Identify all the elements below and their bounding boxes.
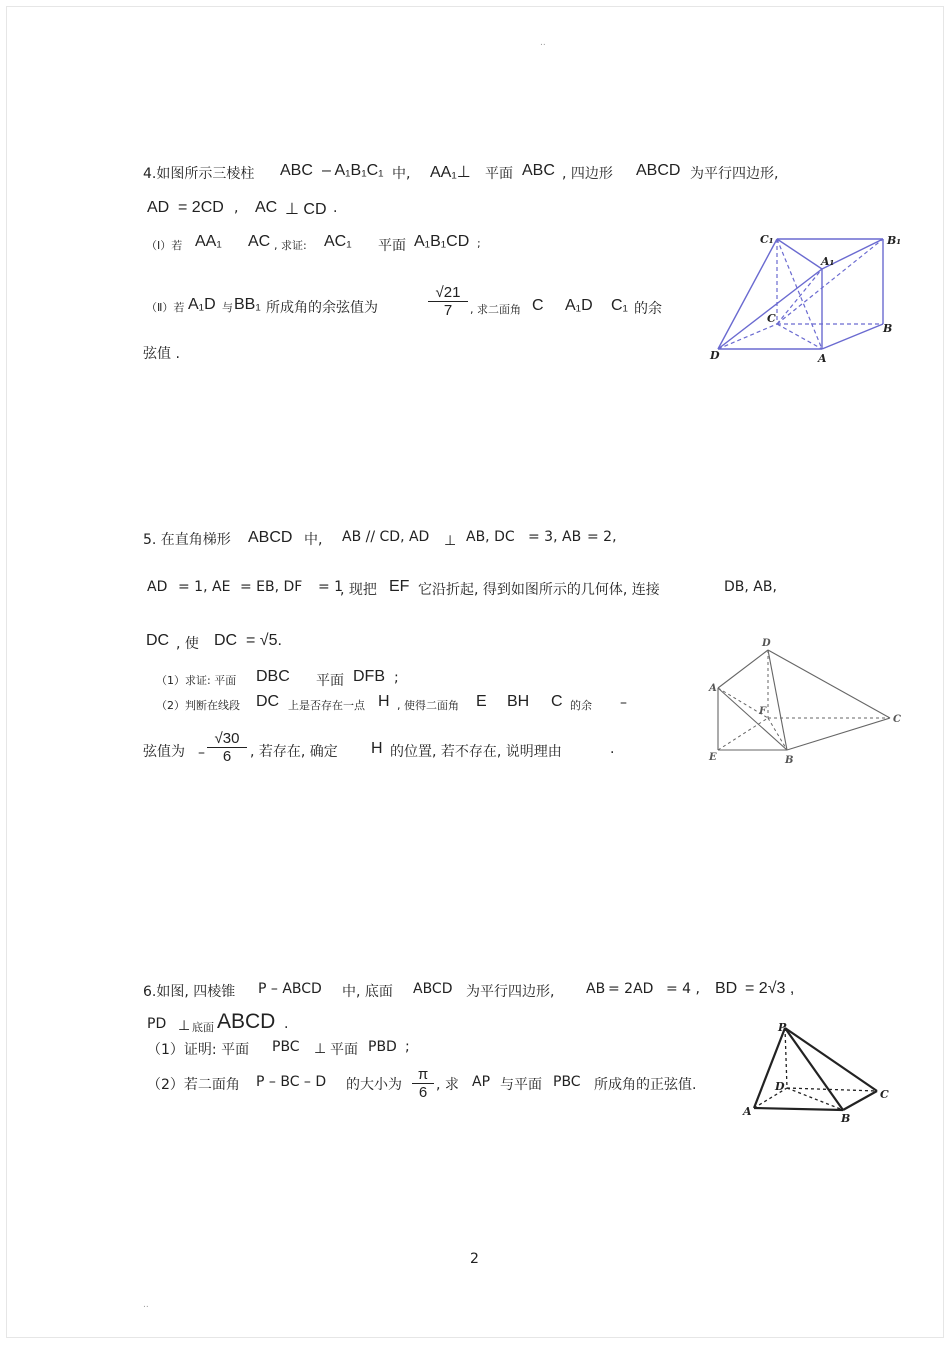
fig-label: A₁ [821,255,835,268]
q6-text: ⊥ [178,1018,191,1034]
q4-part2-label: （Ⅱ）若 [146,301,185,314]
q6-text: = 2AD [608,981,654,997]
q5-text: EF [389,578,410,595]
q4-text: – A₁B₁C₁ [322,162,384,179]
q6-text: PBD [368,1039,397,1055]
q4-prism-figure [700,225,910,370]
q4-text: AD [147,199,170,216]
q4-part1-label: （Ⅰ）若 [146,239,183,252]
q5-text: ABCD [248,529,293,546]
q5-text: , 使得二面角 [397,699,459,712]
q6-text: BD [715,980,738,997]
q4-fraction [428,284,468,319]
q4-text: 平面 [485,166,513,182]
q5-text: C [551,693,563,710]
q5-text: DC [256,693,280,710]
q5-text: 弦值为 [143,744,185,760]
q5-text: ; [394,670,399,686]
q6-text: AB [586,981,606,997]
q5-text: DC [214,632,238,649]
q4-text: . [333,200,338,216]
q6-text: ⊥ [314,1041,327,1057]
q5-part2-label: （2）判断在线段 [156,699,240,712]
q5-text: = 3, AB [528,529,582,545]
q4-text: 所成角的余弦值为 [266,300,378,316]
q4-text: A₁D [188,296,216,313]
fig-label: D [710,349,720,362]
q5-text: , 使 [176,636,199,652]
q6-number: 6.如图, 四棱锥 [143,984,236,1000]
q4-text: 的余 [634,301,662,317]
q4-text: AC [255,199,278,216]
q6-text: . [284,1016,289,1032]
q6-text: ABCD [217,1010,276,1033]
q4-text: A₁B₁CD [414,233,470,250]
fig-label: P [778,1021,787,1034]
q4-text: 平面 [378,238,406,254]
q6-text: = 2√3 , [745,980,795,997]
q4-text: 与 [222,301,233,314]
q5-text: = EB, DF [240,579,303,595]
fig-label: B₁ [887,234,902,247]
q5-text: = 2, [587,529,617,545]
q6-text: P – BC – D [256,1074,327,1090]
fig-label: A [743,1105,752,1118]
q6-text: , 求 [436,1077,459,1093]
q5-text: 的位置, 若不存在, 说明理由 [390,744,562,760]
q5-text: – [620,695,627,711]
q5-text: AB // CD, AD [342,529,430,545]
q6-text: 的大小为 [346,1077,402,1093]
q5-text: AD [147,579,168,595]
q6-text: 所成角的正弦值. [594,1077,697,1093]
q4-text: = 2CD [178,199,224,216]
q5-text: 平面 [316,673,344,689]
page-number: 2 [470,1251,479,1267]
q4-text: AA₁ [195,233,222,250]
q5-text: DBC [256,668,290,685]
fig-label: E [709,752,717,763]
fig-label: D [775,1080,785,1093]
q5-text: , 若存在, 确定 [250,744,338,760]
q4-text: AC [248,233,271,250]
q4-fraction-denominator: 7 [428,301,468,319]
q5-text: DFB [353,668,385,685]
q5-text: BH [507,693,530,710]
q4-text: , [234,200,239,216]
minus-sign: – [198,745,205,761]
q6-part2-label: （2）若二面角 [147,1077,240,1093]
q6-text: 平面 [330,1042,358,1058]
q6-text: = 4 , [666,981,700,997]
fig-label: C [893,714,901,725]
q6-text: 为平行四边形, [466,984,555,1000]
q6-pyramid-figure [740,1018,900,1128]
q4-text: ; [477,237,481,250]
q4-text: 中, [392,166,411,182]
q5-fraction-denominator: 6 [207,747,247,765]
q4-text: , 四边形 [562,166,613,182]
q5-text: H [378,693,390,710]
q6-fraction [412,1066,434,1101]
q5-text: DC [146,632,170,649]
q5-text: AB, DC [466,529,515,545]
fig-label: C₁ [760,233,774,246]
q5-fraction-numerator: √30 [214,730,240,747]
fig-label: A [709,683,717,694]
q4-number: 4.如图所示三棱柱 [143,166,255,182]
q5-text: ⊥ [444,533,457,549]
q6-text: PD [147,1016,167,1032]
q6-text: 中, 底面 [342,984,393,1000]
q5-text: 中, [304,532,323,548]
q4-text: , 求证: [274,239,307,252]
q6-text: ; [405,1039,410,1055]
q6-text: 与平面 [500,1077,542,1093]
q5-text: = √5. [246,632,282,649]
q4-text: C [532,297,544,314]
fig-label: C [767,312,776,325]
q6-fraction-numerator: π [417,1066,429,1083]
q5-text: = 1, AE [178,579,231,595]
q4-text: C₁ [611,297,628,314]
fig-label: D [762,638,771,649]
fig-label: C [880,1088,889,1101]
fig-label: B [785,755,794,766]
q4-text: AA₁⊥ [430,164,471,181]
q4-text: ABC [280,162,313,179]
q6-text: ABCD [413,981,453,997]
q4-text: ABC [522,162,555,179]
fig-label: A [818,352,827,365]
q6-text: P – ABCD [258,981,322,997]
q4-text: AC₁ [324,233,352,250]
q5-number: 5. 在直角梯形 [143,532,231,548]
q6-text: AP [472,1074,491,1090]
q5-text: 的余 [570,699,592,712]
q4-text: , 求二面角 [470,303,521,316]
q5-solid-figure [700,632,910,767]
q5-text: 它沿折起, 得到如图所示的几何体, 连接 [418,582,660,598]
q4-text: A₁D [565,297,593,314]
fig-label: B [883,322,893,335]
footer-mark: .. [143,1300,149,1310]
q6-text: PBC [553,1074,581,1090]
q5-text: H [371,740,383,757]
q4-text: 弦值 . [143,346,180,362]
fig-label: B [841,1112,851,1125]
q5-text: , 现把 [340,582,377,598]
q4-text: 为平行四边形, [690,166,779,182]
q5-text: E [476,693,487,710]
q6-fraction-denominator: 6 [412,1083,434,1101]
q5-part1-label: （1）求证: 平面 [156,674,237,687]
q5-text: . [610,741,615,757]
q5-text: = 1 [318,579,344,595]
fig-label: F [759,706,767,717]
q5-fraction [207,730,247,765]
q4-text: ⊥ CD [285,201,327,218]
q6-text: PBC [272,1039,300,1055]
q4-text: BB₁ [234,296,261,313]
q6-part1-label: （1）证明: 平面 [147,1042,250,1058]
q4-text: ABCD [636,162,681,179]
q6-text: 底面 [192,1021,214,1034]
q5-text: 上是否存在一点 [288,699,365,712]
q4-fraction-numerator: √21 [435,284,461,301]
q5-text: DB, AB, [724,579,777,595]
header-mark: .. [540,38,546,48]
